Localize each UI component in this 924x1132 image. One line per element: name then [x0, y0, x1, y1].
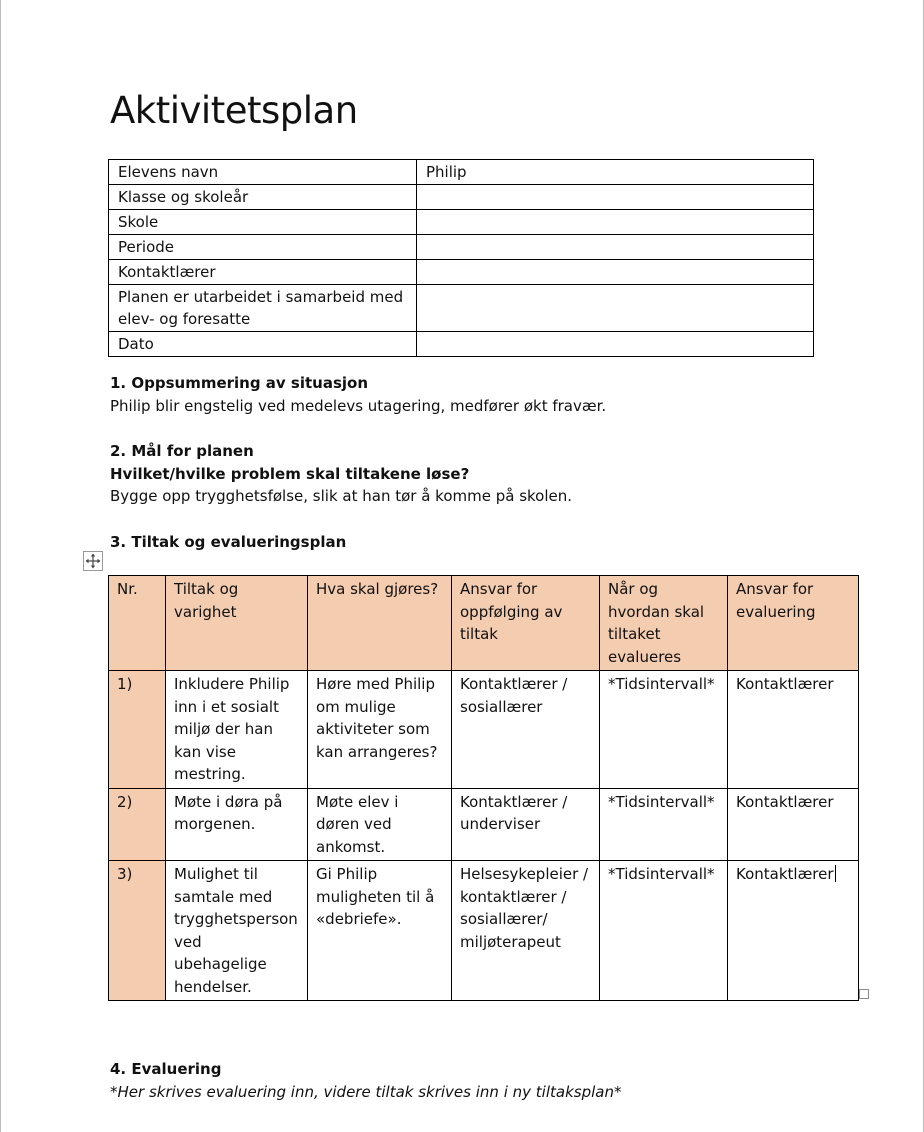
- table-move-handle[interactable]: [83, 551, 103, 571]
- info-label-line: Planen er utarbeidet i samarbeid med: [118, 288, 404, 306]
- cell-evaluering[interactable]: Kontaktlærer: [728, 788, 859, 861]
- cell-ansvar[interactable]: Kontaktlærer / underviser: [452, 788, 600, 861]
- row-number[interactable]: 2): [109, 788, 166, 861]
- table-row: [109, 235, 814, 260]
- page-edge-left: [0, 0, 1, 1132]
- column-header[interactable]: Hva skal gjøres?: [308, 576, 452, 671]
- info-label[interactable]: Klasse og skoleår: [109, 185, 417, 210]
- table-row: [109, 788, 859, 861]
- info-label[interactable]: Dato: [109, 332, 417, 357]
- column-header[interactable]: Når og hvordan skal tiltaket evalueres: [600, 576, 728, 671]
- section-measures: [110, 531, 346, 554]
- table-row: [109, 861, 859, 1001]
- info-value[interactable]: [417, 260, 814, 285]
- info-value[interactable]: [417, 285, 814, 332]
- section-heading[interactable]: 2. Mål for planen: [110, 442, 254, 460]
- move-arrows-icon: [85, 553, 101, 569]
- info-value[interactable]: [417, 332, 814, 357]
- info-label[interactable]: Kontaktlærer: [109, 260, 417, 285]
- cell-evaluering[interactable]: Kontaktlærer: [728, 671, 859, 789]
- student-info-table: [108, 159, 814, 357]
- info-label-line: elev- og foresatte: [118, 310, 251, 328]
- table-row: [109, 671, 859, 789]
- section-heading[interactable]: 4. Evaluering: [110, 1060, 222, 1078]
- info-label[interactable]: Elevens navn: [109, 160, 417, 185]
- cell-ansvar[interactable]: Kontaktlærer / sosiallærer: [452, 671, 600, 789]
- cell-tiltak[interactable]: Møte i døra på morgenen.: [166, 788, 308, 861]
- table-row: [109, 160, 814, 185]
- document-title[interactable]: Aktivitetsplan: [110, 89, 358, 132]
- table-row: [109, 285, 814, 332]
- cell-tiltak[interactable]: Mulighet til samtale med trygghetsperson ved ubehagelige hendelser.: [166, 861, 308, 1001]
- measures-table: [108, 575, 859, 1001]
- cell-evaluering[interactable]: [728, 861, 859, 1001]
- column-header[interactable]: Ansvar for oppfølging av tiltak: [452, 576, 600, 671]
- table-header-row: [109, 576, 859, 671]
- cell-naar[interactable]: *Tidsintervall*: [600, 861, 728, 1001]
- table-row: [109, 210, 814, 235]
- info-value[interactable]: [417, 235, 814, 260]
- cell-evaluering-text: Kontaktlærer: [736, 865, 834, 883]
- cell-ansvar[interactable]: Helsesykepleier / kontaktlærer / sosiallærer/ miljøterapeut: [452, 861, 600, 1001]
- section-text[interactable]: Philip blir engstelig ved medelevs utagering, medfører økt fravær.: [110, 396, 607, 415]
- section-text[interactable]: *Her skrives evaluering inn, videre tiltak skrives inn i ny tiltaksplan*: [110, 1082, 622, 1101]
- info-value[interactable]: [417, 185, 814, 210]
- info-label[interactable]: [109, 285, 417, 332]
- section-text[interactable]: Bygge opp trygghetsfølse, slik at han tør å komme på skolen.: [110, 487, 573, 505]
- cell-naar[interactable]: *Tidsintervall*: [600, 671, 728, 789]
- section-goals: [110, 440, 572, 508]
- text-cursor: [835, 865, 836, 882]
- info-label[interactable]: Skole: [109, 210, 417, 235]
- info-label[interactable]: Periode: [109, 235, 417, 260]
- section-evaluation: [110, 1058, 621, 1103]
- info-value[interactable]: Philip: [417, 160, 814, 185]
- section-heading[interactable]: 1. Oppsummering av situasjon: [110, 374, 369, 392]
- section-heading[interactable]: 3. Tiltak og evalueringsplan: [110, 533, 347, 551]
- column-header[interactable]: Nr.: [109, 576, 166, 671]
- column-header[interactable]: Ansvar for evaluering: [728, 576, 859, 671]
- cell-hva[interactable]: Gi Philip muligheten til å «debriefe».: [308, 861, 452, 1001]
- cell-hva[interactable]: Høre med Philip om mulige aktiviteter som kan arrangeres?: [308, 671, 452, 789]
- resize-handle-icon[interactable]: [859, 989, 869, 999]
- cell-naar[interactable]: *Tidsintervall*: [600, 788, 728, 861]
- table-row: [109, 260, 814, 285]
- section-summary: [110, 372, 606, 417]
- table-row: [109, 332, 814, 357]
- info-value[interactable]: [417, 210, 814, 235]
- row-number[interactable]: 3): [109, 861, 166, 1001]
- row-number[interactable]: 1): [109, 671, 166, 789]
- column-header[interactable]: Tiltak og varighet: [166, 576, 308, 671]
- table-row: [109, 185, 814, 210]
- section-subheading[interactable]: Hvilket/hvilke problem skal tiltakene løse?: [110, 464, 470, 483]
- cell-tiltak[interactable]: Inkludere Philip inn i et sosialt miljø der han kan vise mestring.: [166, 671, 308, 789]
- cell-hva[interactable]: Møte elev i døren ved ankomst.: [308, 788, 452, 861]
